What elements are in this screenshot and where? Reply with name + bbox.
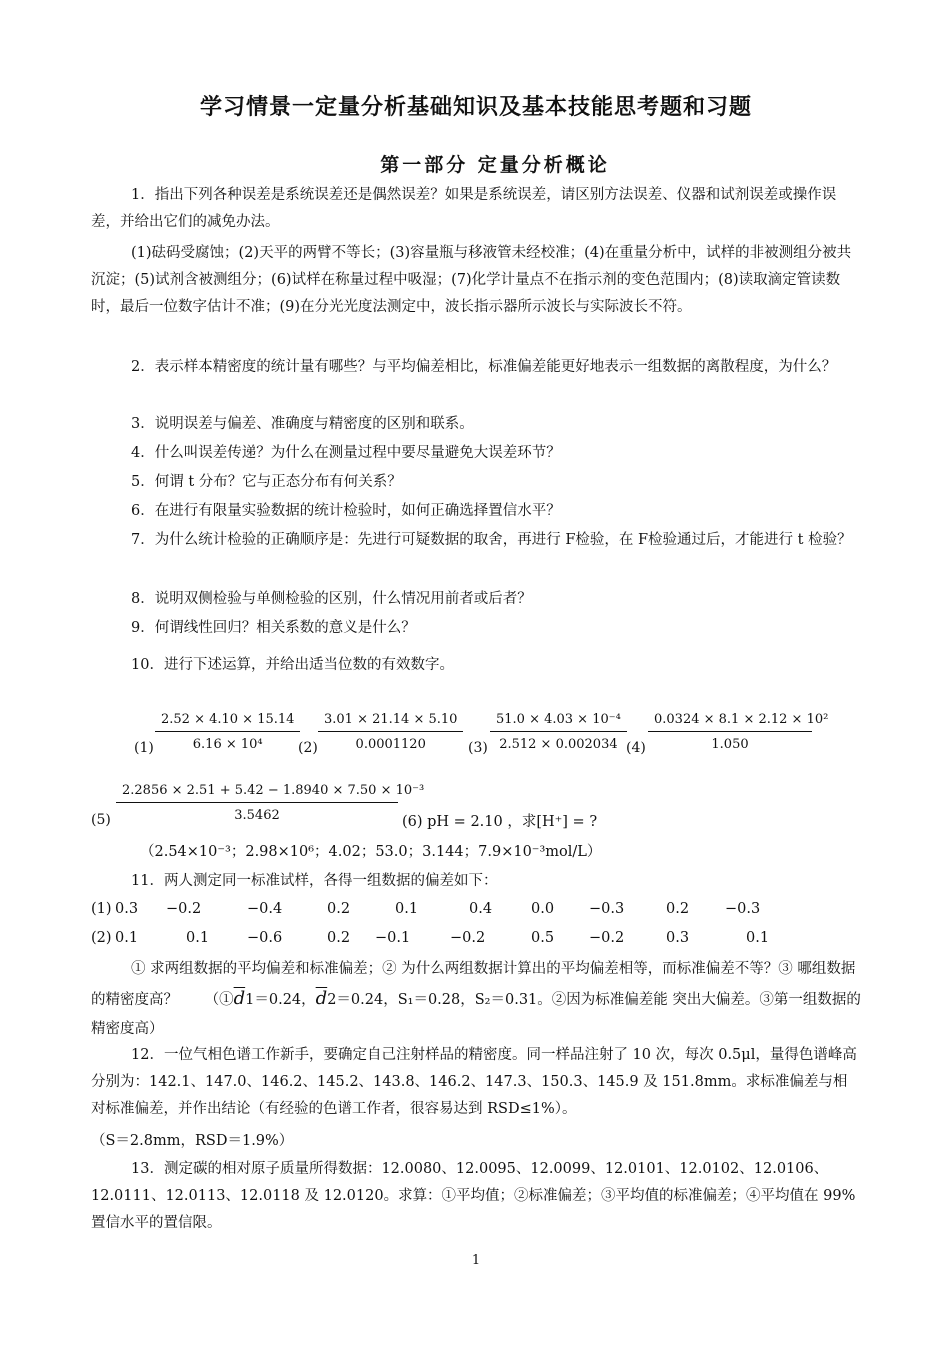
expr-2-numerator: 3.01 × 21.14 × 5.10 bbox=[318, 712, 463, 732]
question-5: 5．何谓 t 分布？它与正态分布有何关系？ bbox=[131, 474, 402, 490]
deviation-value: 0.3 bbox=[666, 930, 690, 946]
question-2: 2．表示样本精密度的统计量有哪些？与平均偏差相比，标准偏差能更好地表示一组数据的离散程度，为什么？ bbox=[131, 359, 837, 375]
mean-deviation-symbol: $\overline{d}$ bbox=[233, 988, 246, 1009]
question-4: 4．什么叫误差传递？为什么在测量过程中要尽量避免大误差环节？ bbox=[131, 445, 561, 461]
deviation-value: −0.2 bbox=[589, 930, 625, 946]
expr-2-fraction bbox=[318, 712, 463, 752]
deviation-value: −0.2 bbox=[166, 901, 202, 917]
deviation-value: 0.1 bbox=[395, 901, 419, 917]
row-label: (2) bbox=[91, 930, 112, 946]
question-3: 3．说明误差与偏差、准确度与精密度的区别和联系。 bbox=[131, 416, 474, 432]
row-label: (1) bbox=[91, 901, 112, 917]
expr-3-fraction bbox=[490, 712, 627, 752]
deviation-value: 0.1 bbox=[115, 930, 139, 946]
expr-5-fraction bbox=[116, 783, 425, 823]
expr-4-denominator: 1.050 bbox=[711, 737, 749, 752]
question-13: 13．测定碳的相对原子质量所得数据：12.0080、12.0095、12.0099、12.0101、12.0102、12.0106、12.0111、12.0113、12.0118 及 12.0120。求算：①平均值；②标准偏差；③平均值的标准偏差；④平均值在 99%置信水平的置信限。 bbox=[91, 1161, 856, 1231]
expr-4-fraction bbox=[648, 712, 829, 752]
deviation-value: 0.1 bbox=[746, 930, 770, 946]
page-number: 1 bbox=[471, 1253, 481, 1268]
question-6: 6．在进行有限量实验数据的统计检验时，如何正确选择置信水平？ bbox=[131, 503, 561, 519]
answer-open: （① bbox=[204, 992, 234, 1008]
question-8: 8．说明双侧检验与单侧检验的区别，什么情况用前者或后者？ bbox=[131, 591, 532, 607]
question-12-answer: （S＝2.8mm，RSD＝1.9%） bbox=[91, 1133, 294, 1149]
answer-line-2: 突出大偏差。③第一组数据的精密度高） bbox=[91, 992, 861, 1037]
deviation-value: 0.3 bbox=[115, 901, 139, 917]
question-1-items: (1)砝码受腐蚀；(2)天平的两臂不等长；(3)容量瓶与移液管未经校准；(4)在重量分析中，试样的非被测组分被共沉淀；(5)试剂含被测组分；(6)试样在称量过程中吸湿；(7)化学计量点不在指示剂的变色范围内；(8)读取滴定管读数时，最后一位数字估计不准；(9)在分光光度法测定中，波长指示器所示波长与实际波长不符。 bbox=[91, 245, 852, 315]
mean-deviation-symbol: $\overline{d}$ bbox=[315, 988, 328, 1009]
page-title: 学习情景一定量分析基础知识及基本技能思考题和习题 bbox=[199, 95, 752, 120]
question-11-parts bbox=[91, 955, 861, 1044]
expr-1-fraction bbox=[155, 712, 300, 752]
expr-6: (6) pH = 2.10 ，求[H⁺] = ? bbox=[402, 814, 598, 830]
deviation-value: −0.2 bbox=[450, 930, 486, 946]
deviation-value: 0.2 bbox=[666, 901, 690, 917]
deviation-value: −0.3 bbox=[725, 901, 761, 917]
deviation-value: 0.2 bbox=[327, 901, 351, 917]
expr-5-numerator: 2.2856 × 2.51 + 5.42 − 1.8940 × 7.50 × 10⁻³ bbox=[116, 783, 398, 803]
expr-3-denominator: 2.512 × 0.002034 bbox=[499, 737, 618, 752]
deviation-row-1 bbox=[91, 897, 871, 921]
deviation-value: −0.4 bbox=[247, 901, 283, 917]
deviation-value: −0.6 bbox=[247, 930, 283, 946]
deviation-value: −0.3 bbox=[589, 901, 625, 917]
deviation-value: 0.5 bbox=[531, 930, 555, 946]
answer-s: S₁＝0.28，S₂＝0.31。②因为标准偏差能 bbox=[397, 992, 668, 1008]
expr-2-label: (2) bbox=[298, 740, 318, 756]
deviation-value: 0.1 bbox=[186, 930, 210, 946]
expr-3-numerator: 51.0 × 4.03 × 10⁻⁴ bbox=[490, 712, 627, 732]
expr-1-label: (1) bbox=[134, 740, 154, 756]
question-1: 1．指出下列各种误差是系统误差还是偶然误差？如果是系统误差，请区别方法误差、仪器和试剂误差或操作误差，并给出它们的减免办法。 bbox=[91, 187, 837, 230]
question-10: 10．进行下述运算，并给出适当位数的有效数字。 bbox=[131, 657, 454, 673]
question-12: 12．一位气相色谱工作新手，要确定自己注射样品的精密度。同一样品注射了 10 次，每次 0.5μl，量得色谱峰高分别为：142.1、147.0、146.2、145.2、143.8、146.2、147.3、150.3、145.9 及 151.8mm。求标准偏差与相对标准偏差，并作出结论（有经验的色谱工作者，很容易达到 RSD≤1%）。 bbox=[91, 1047, 857, 1117]
question-10-answer: （2.54×10⁻³；2.98×10⁶；4.02；53.0；3.144；7.9×10⁻³mol/L） bbox=[140, 844, 602, 860]
deviation-value: 0.0 bbox=[531, 901, 555, 917]
expr-5-label: (5) bbox=[91, 812, 111, 828]
question-9: 9．何谓线性回归？相关系数的意义是什么？ bbox=[131, 620, 416, 636]
expr-1-denominator: 6.16 × 10⁴ bbox=[192, 737, 263, 752]
deviation-value: 0.4 bbox=[469, 901, 493, 917]
expr-5-denominator: 3.5462 bbox=[234, 808, 280, 823]
section-title: 第一部分 定量分析概论 bbox=[380, 154, 610, 176]
answer-d2: 2＝0.24， bbox=[327, 992, 398, 1008]
answer-d1: 1＝0.24， bbox=[245, 992, 316, 1008]
expr-1-numerator: 2.52 × 4.10 × 15.14 bbox=[155, 712, 300, 732]
expr-4-label: (4) bbox=[626, 740, 646, 756]
deviation-row-2 bbox=[91, 926, 871, 950]
question-11: 11．两人测定同一标准试样，各得一组数据的偏差如下： bbox=[131, 873, 498, 889]
deviation-value: 0.2 bbox=[327, 930, 351, 946]
expr-2-denominator: 0.0001120 bbox=[355, 737, 426, 752]
question-11-subquestions: ① 求两组数据的平均偏差和标准偏差；② 为什么两组数据计算出的平均偏差相等，而标准偏差不等？③ 哪组数据的精密度高？ bbox=[91, 961, 856, 1008]
question-7: 7．为什么统计检验的正确顺序是：先进行可疑数据的取舍，再进行 F检验，在 F检验通过后，才能进行 t 检验？ bbox=[131, 532, 852, 548]
deviation-value: −0.1 bbox=[375, 930, 411, 946]
expr-3-label: (3) bbox=[468, 740, 488, 756]
expr-4-numerator: 0.0324 × 8.1 × 2.12 × 10² bbox=[648, 712, 812, 732]
